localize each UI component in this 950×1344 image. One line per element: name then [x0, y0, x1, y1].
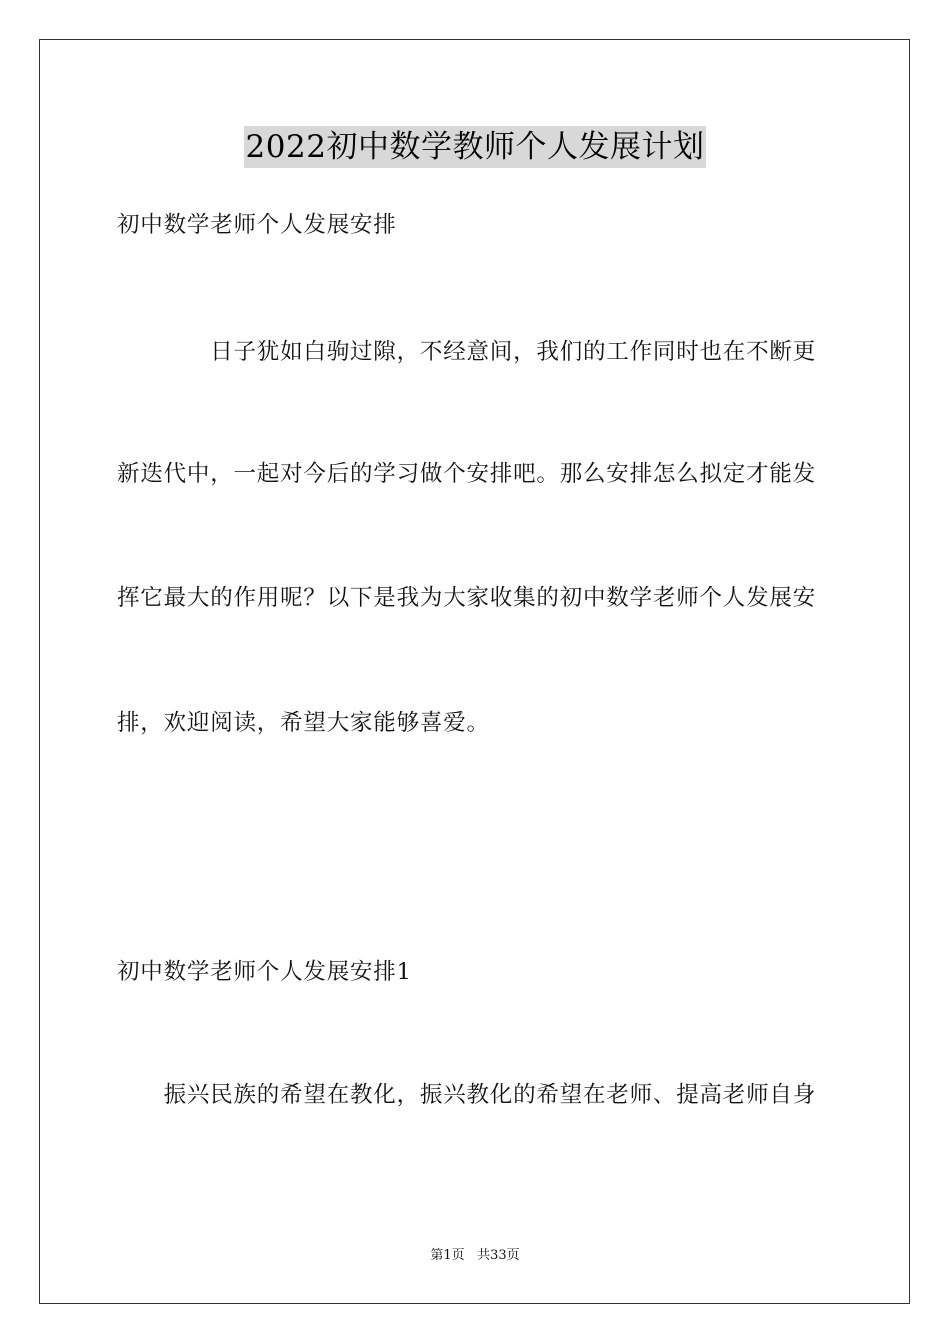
page-total: 共33页 [477, 1248, 520, 1263]
paragraph-line: 新迭代中，一起对今后的学习做个安排吧。那么安排怎么拟定才能发 [117, 461, 817, 487]
paragraph-line: 挥它最大的作用呢？以下是我为大家收集的初中数学老师个人发展安 [117, 585, 817, 611]
section-heading: 初中数学老师个人发展安排1 [117, 959, 412, 985]
page-footer [0, 1247, 950, 1265]
title-container [0, 126, 950, 168]
document-title: 2022初中数学教师个人发展计划 [244, 126, 707, 168]
paragraph-line: 日子犹如白驹过隙，不经意间，我们的工作同时也在不断更 [117, 339, 817, 365]
section-heading: 初中数学老师个人发展安排 [117, 212, 397, 238]
page-number: 第1页 [430, 1248, 465, 1263]
paragraph-line: 振兴民族的希望在教化，振兴教化的希望在老师、提高老师自身 [117, 1082, 817, 1108]
paragraph-line: 排，欢迎阅读，希望大家能够喜爱。 [117, 710, 490, 736]
